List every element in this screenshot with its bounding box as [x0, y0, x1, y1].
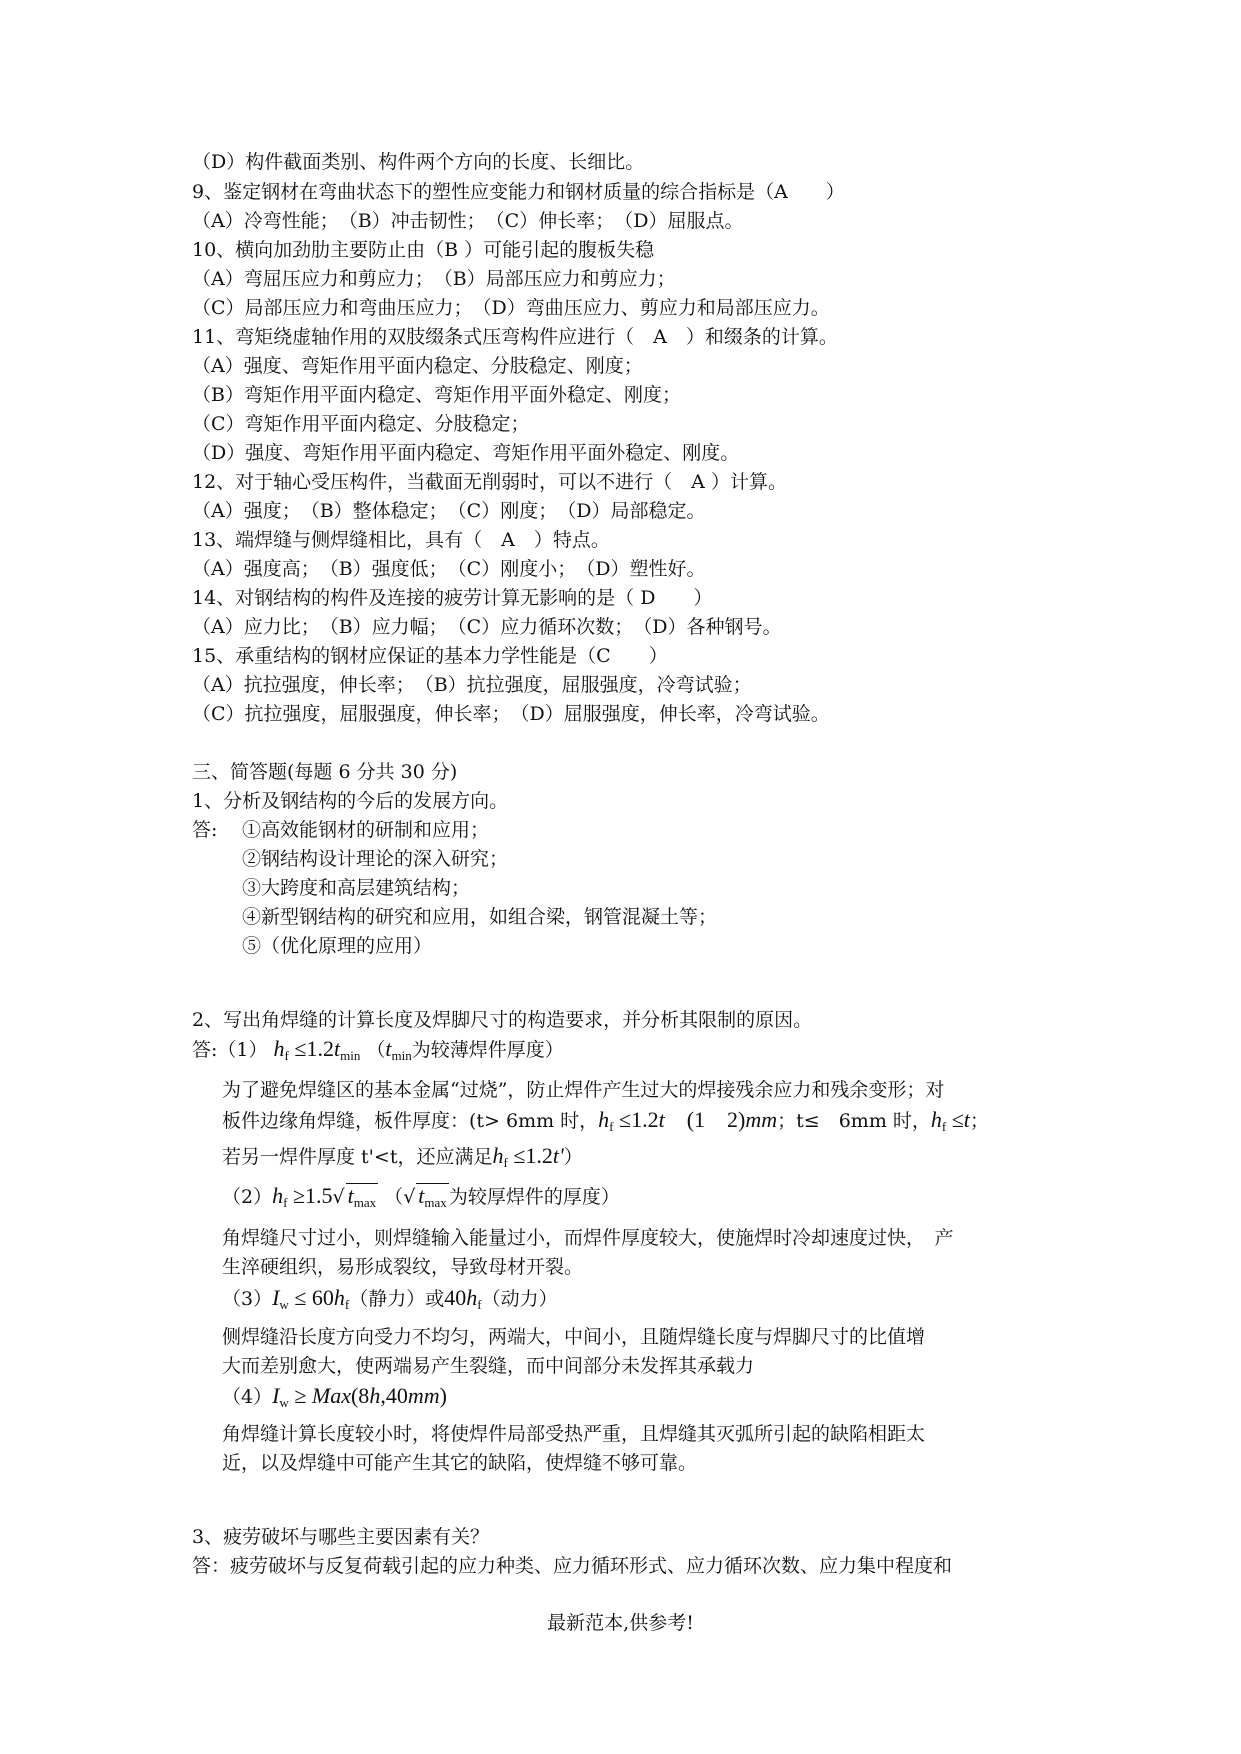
answer-2-3-explanation: 侧焊缝沿长度方向受力不均匀，两端大，中间小，且随焊缝长度与焊脚尺寸的比值增 — [222, 1326, 926, 1348]
q10-text: 10、横向加劲肋主要防止由（B ）可能引起的腹板失稳 — [192, 239, 655, 261]
q9-text: 9、鉴定钢材在弯曲状态下的塑性应变能力和钢材质量的综合指标是（A ） — [192, 181, 845, 203]
q13-text: 13、端焊缝与侧焊缝相比，具有（ A ）特点。 — [192, 529, 610, 551]
answer-2-prefix: 答:（1） — [192, 1039, 268, 1061]
answer-2-1-explanation: 若另一焊件厚度 t'<t，还应满足$h_f \le 1.2t'$） — [222, 1143, 583, 1170]
answer-2-item-2: $(2)h_f \ge 1.5√$ $t_{max}$ （√ $t_{max}$ 为较厚焊件的厚度） — [222, 1183, 620, 1215]
answer-1-item: ④新型钢结构的研究和应用，如组合梁，钢管混凝土等； — [242, 906, 718, 928]
q11-option-d: （D）强度、弯矩作用平面内稳定、弯矩作用平面外稳定、刚度。 — [192, 442, 740, 464]
answer-2-3-explanation: 大而差别愈大，使两端易产生裂缝，而中间部分未发挥其承载力 — [222, 1355, 755, 1377]
q10-options-cd: （C）局部压应力和弯曲压应力； （D）弯曲压应力、剪应力和局部压应力。 — [192, 297, 830, 319]
answer-2-1-explanation: 为了避免焊缝区的基本金属“过烧”，防止焊件产生过大的焊接残余应力和残余变形；对 — [222, 1079, 945, 1101]
q11-option-a: （A）强度、弯矩作用平面内稳定、分肢稳定、刚度； — [192, 355, 643, 377]
q12-options: （A）强度； （B）整体稳定； （C）刚度； （D）局部稳定。 — [192, 500, 706, 522]
question-1: 1、分析及钢结构的今后的发展方向。 — [192, 790, 509, 812]
section-heading: 三、简答题(每题 6 分共 30 分) — [192, 761, 458, 783]
answer-2-2-explanation: 角焊缝尺寸过小，则焊缝输入能量过小，而焊件厚度较大，使施焊时冷却速度过快， 产 — [222, 1227, 954, 1249]
q12-text: 12、对于轴心受压构件，当截面无削弱时，可以不进行（ A ）计算。 — [192, 471, 787, 493]
q15-options-cd: （C）抗拉强度，屈服强度，伸长率； （D）屈服强度，伸长率，冷弯试验。 — [192, 703, 830, 725]
q11-text: 11、弯矩绕虚轴作用的双肢缀条式压弯构件应进行（ A ）和缀条的计算。 — [192, 326, 838, 348]
formula-hf: $h_f$ — [273, 1036, 289, 1063]
answer-1-prefix: 答: — [192, 819, 218, 841]
question-3: 3、疲劳破坏与哪些主要因素有关？ — [192, 1526, 490, 1548]
q14-text: 14、对钢结构的构件及连接的疲劳计算无影响的是（ D ） — [192, 587, 713, 609]
radicand: $t_{max}$ — [346, 1183, 379, 1215]
answer-2-2-explanation: 生淬硬组织，易形成裂纹，导致母材开裂。 — [222, 1256, 584, 1278]
answer-3: 答：疲劳破坏与反复荷载引起的应力种类、应力循环形式、应力循环次数、应力集中程度和 — [192, 1555, 953, 1577]
q15-options-ab: （A）抗拉强度，伸长率； （B）抗拉强度，屈服强度，冷弯试验； — [192, 674, 752, 696]
answer-2-item-1: 答:（1） $h_f \le 1.2t_{min}$ （$t_{min}$为较薄焊件厚度） — [192, 1036, 564, 1063]
q11-option-c: （C）弯矩作用平面内稳定、分肢稳定； — [192, 413, 530, 435]
answer-2-4-explanation: 角焊缝计算长度较小时，将使焊件局部受热严重，且焊缝其灭弧所引起的缺陷相距太 — [222, 1423, 926, 1445]
q14-options: （A）应力比； （B）应力幅； （C）应力循环次数； （D）各种钢号。 — [192, 616, 782, 638]
answer-1-item: ①高效能钢材的研制和应用； — [242, 819, 490, 841]
q9-options: （A）冷弯性能； （B）冲击韧性； （C）伸长率； （D）屈服点。 — [192, 210, 744, 232]
answer-2-4-explanation: 近，以及焊缝中可能产生其它的缺陷，使焊缝不够可靠。 — [222, 1452, 698, 1474]
answer-2-1-explanation: 板件边缘角焊缝，板件厚度：(t> 6mm 时，$h_f \le 1.2t$ (1 2)mm；t≤ 6mm 时，$h_f \le t$； — [222, 1107, 989, 1134]
answer-1-item: ⑤（优化原理的应用） — [242, 935, 433, 957]
sqrt-symbol: √ — [403, 1186, 416, 1208]
answer-1-item: ②钢结构设计理论的深入研究； — [242, 848, 509, 870]
answer-1-item: ③大跨度和高层建筑结构； — [242, 877, 471, 899]
q10-options-ab: （A）弯屈压应力和剪应力； （B）局部压应力和剪应力； — [192, 268, 676, 290]
q13-options: （A）强度高； （B）强度低； （C）刚度小； （D）塑性好。 — [192, 558, 706, 580]
q8-option-d: （D）构件截面类别、构件两个方向的长度、长细比。 — [192, 151, 645, 173]
answer-2-item-3: $(3)I_w \le 60h_f$（静力）或$40h_f$（动力） — [222, 1285, 558, 1312]
q11-option-b: （B）弯矩作用平面内稳定、弯矩作用平面外稳定、刚度； — [192, 384, 681, 406]
q15-text: 15、承重结构的钢材应保证的基本力学性能是（C ） — [192, 645, 668, 667]
sqrt-symbol: √ — [332, 1186, 345, 1208]
answer-2-item-4: $(4)I_w \ge Max(8h,40mm)$ — [222, 1383, 447, 1410]
page-footer: 最新范本,供参考! — [547, 1612, 694, 1634]
question-2: 2、写出角焊缝的计算长度及焊脚尺寸的构造要求，并分析其限制的原因。 — [192, 1009, 813, 1031]
